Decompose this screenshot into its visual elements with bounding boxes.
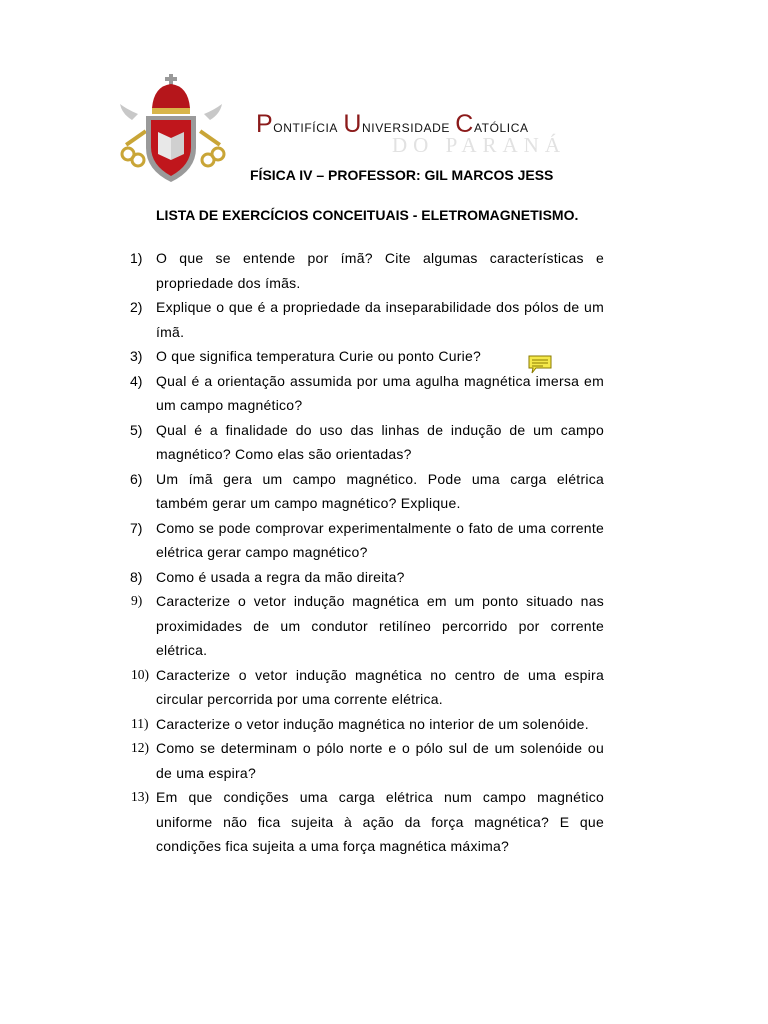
question-number: 10): [131, 666, 149, 682]
sticky-note-icon[interactable]: [528, 355, 552, 374]
question-number: 11): [131, 715, 149, 731]
question-item: [130, 246, 604, 295]
question-text: Qual é a finalidade do uso das linhas de indução de um campo magnético? Como elas são orientadas?: [156, 421, 604, 462]
question-text: Caracterize o vetor indução magnética em um ponto situado nas proximidades de um condutor retilíneo percorrido por corrente elétrica.: [156, 593, 604, 658]
question-item: [130, 736, 604, 785]
question-text: O que se entende por ímã? Cite algumas características e propriedade dos ímãs.: [156, 250, 604, 291]
question-number: 2): [130, 299, 143, 315]
question-number: 9): [131, 593, 143, 608]
question-text: O que significa temperatura Curie ou ponto Curie?: [156, 348, 482, 364]
question-number: 4): [130, 372, 143, 389]
university-name: Pontifícia Universidade Católica: [256, 110, 529, 138]
course-title: FÍSICA IV – PROFESSOR: GIL MARCOS JESS: [250, 167, 554, 183]
question-item: [130, 369, 604, 418]
question-item: [130, 467, 604, 516]
question-text: Um ímã gera um campo magnético. Pode uma carga elétrica também gerar um campo magnético? Explique.: [156, 470, 604, 511]
university-crest-icon: [114, 74, 232, 186]
question-text: Em que condições uma carga elétrica num campo magnético uniforme não fica sujeita à ação da força magnética? E que condições fica sujeita a uma força magnética máxima?: [156, 789, 604, 854]
question-text: Caracterize o vetor indução magnética no interior de um solenóide.: [156, 715, 589, 732]
question-number: 8): [130, 568, 143, 585]
question-number: 13): [131, 789, 149, 804]
question-text: Como se pode comprovar experimentalmente o fato de uma corrente elétrica gerar campo magnético?: [156, 519, 604, 560]
question-number: 1): [130, 250, 143, 266]
question-text: Como é usada a regra da mão direita?: [156, 568, 405, 585]
university-watermark: DO PARANÁ: [392, 133, 567, 157]
question-item: [130, 785, 604, 859]
question-text: Caracterize o vetor indução magnética no centro de uma espira circular percorrida por uma corrente elétrica.: [156, 666, 604, 707]
question-text: Qual é a orientação assumida por uma agulha magnética imersa em um campo magnético?: [156, 372, 604, 413]
question-item: [130, 589, 604, 663]
question-item: [130, 295, 604, 344]
question-text: Como se determinam o pólo norte e o pólo sul de um solenóide ou de uma espira?: [156, 740, 604, 781]
question-number: 5): [130, 421, 143, 438]
question-number: 7): [130, 519, 143, 536]
question-list: [130, 246, 604, 859]
list-title: LISTA DE EXERCÍCIOS CONCEITUAIS - ELETROMAGNETISMO.: [156, 207, 579, 223]
question-item: [130, 663, 604, 712]
question-item: [130, 565, 604, 590]
question-number: 12): [131, 740, 149, 755]
question-item: [130, 712, 604, 737]
question-item: [130, 516, 604, 565]
question-item: [130, 418, 604, 467]
question-text: Explique o que é a propriedade da inseparabilidade dos pólos de um ímã.: [156, 299, 604, 340]
question-number: 6): [130, 470, 143, 487]
question-number: 3): [130, 348, 143, 364]
